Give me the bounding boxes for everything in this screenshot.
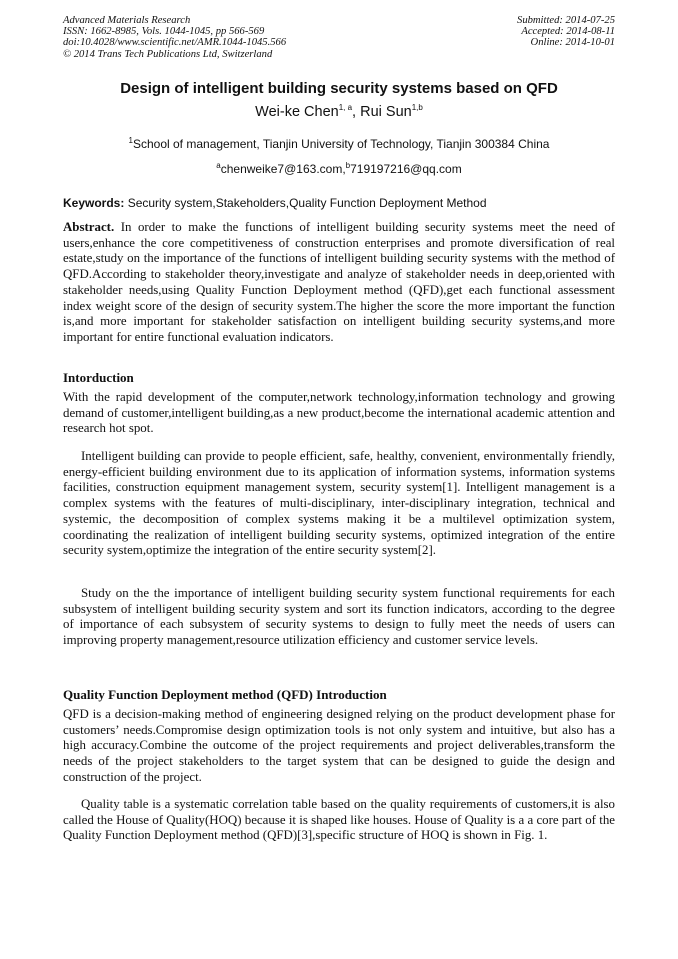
author-emails — [0, 162, 678, 176]
paragraph: With the rapid development of the computer,network technology,information technology and growing demand of customer,intelligent building,as a new product,become the international academic attention and research hot spot. — [63, 390, 615, 436]
paragraph: Study on the the importance of intelligent building security system functional requirements for each subsystem of intelligent building security system and sort its function indicators, according to the degree of importance of each subsystem of security systems to design to fully meet the needs of users can improving property management,resource utilization efficiency and customer service levels. — [63, 586, 615, 648]
affiliation — [0, 137, 678, 151]
abstract-text: In order to make the functions of intelligent building security systems meet the need of users,enhance the core competitiveness of construction enterprises and promote diversification of real estate,study on the importance of the functions of intelligent building security systems with the method of QFD.According to stakeholder theory,investigate and analyze of stakeholder needs in deep,oriented with stakeholder needs,using Quality Function Deployment method (QFD),get each functional assessment index weight score of the design of security system.The higher the score the more important the function is,and more important for stakeholder satisfaction on intelligent building security systems,and more important for entire functional evaluation indicators. — [63, 220, 615, 344]
copyright-line: © 2014 Trans Tech Publications Ltd, Switzerland — [63, 48, 273, 60]
author-superscript: 1,b — [411, 103, 423, 113]
email-superscript: a — [216, 161, 221, 170]
keywords-text: Security system,Stakeholders,Quality Function Deployment Method — [124, 196, 487, 210]
abstract-label: Abstract. — [63, 220, 115, 234]
paragraph: Intelligent building can provide to people efficient, safe, healthy, convenient, environmentally friendly, energy-efficient building environment due to its application of information systems, information systems facilities, construction equipment management system, security system[1]. Intelligent management is a complex systems with the features of multi-disciplinary, inter-disciplinary integration, technical and systemic, the decomposition of complex systems making it be a multilevel optimization system, coordinating the realization of intelligent building security systems, optimized integration of the entire security system,optimize the integration of the entire security system[2]. — [63, 449, 615, 558]
paragraph: QFD is a decision-making method of engineering designed relying on the product development phase for customers’ needs.Compromise design optimization tools is not only system and intuitive, but also has a high accuracy.Combine the outcome of the project requirements and project deliverables,transform the needs of the project stakeholders to the target system that can be designed to guide the design and construction of the project. — [63, 707, 615, 784]
author-separator: , — [352, 104, 361, 120]
journal-name: Advanced Materials Research — [63, 15, 191, 26]
email-superscript: b — [345, 161, 351, 170]
email-link[interactable]: chenweike7@163.com, — [220, 162, 346, 176]
doi-line: doi:10.4028/www.scientific.net/AMR.1044-1045.566 — [63, 37, 287, 49]
online-date: Online: 2014-10-01 — [530, 37, 615, 49]
author-name: Wei-ke Chen — [255, 104, 339, 120]
section-heading: Quality Function Deployment method (QFD) Introduction — [63, 687, 387, 702]
section-heading: Intorduction — [63, 370, 134, 385]
submission-dates — [517, 15, 615, 49]
keywords — [63, 196, 615, 210]
abstract — [63, 220, 615, 346]
affiliation-text: School of management, Tianjin University of Technology, Tianjin 300384 China — [132, 137, 550, 151]
submitted-date: Submitted: 2014-07-25 — [517, 15, 615, 26]
email-link[interactable]: 719197216@qq.com — [350, 162, 462, 176]
journal-info — [63, 15, 286, 60]
author-line — [0, 104, 678, 120]
paragraph: Quality table is a systematic correlation table based on the quality requirements of customers,it is also called the House of Quality(HOQ) because it is shaped like houses. House of Quality is a a core part of the Quality Function Deployment method (QFD)[3],specific structure of HOQ is shown in Fig. 1. — [63, 797, 615, 843]
issn-line: ISSN: 1662-8985, Vols. 1044-1045, pp 566-569 — [63, 26, 265, 38]
accepted-date: Accepted: 2014-08-11 — [521, 26, 615, 38]
affiliation-superscript: 1 — [128, 136, 133, 145]
author-name: Rui Sun — [360, 104, 412, 120]
paper-title: Design of intelligent building security systems based on QFD — [120, 80, 558, 97]
keywords-label: Keywords: — [63, 196, 125, 210]
author-superscript: 1, a — [338, 103, 353, 113]
